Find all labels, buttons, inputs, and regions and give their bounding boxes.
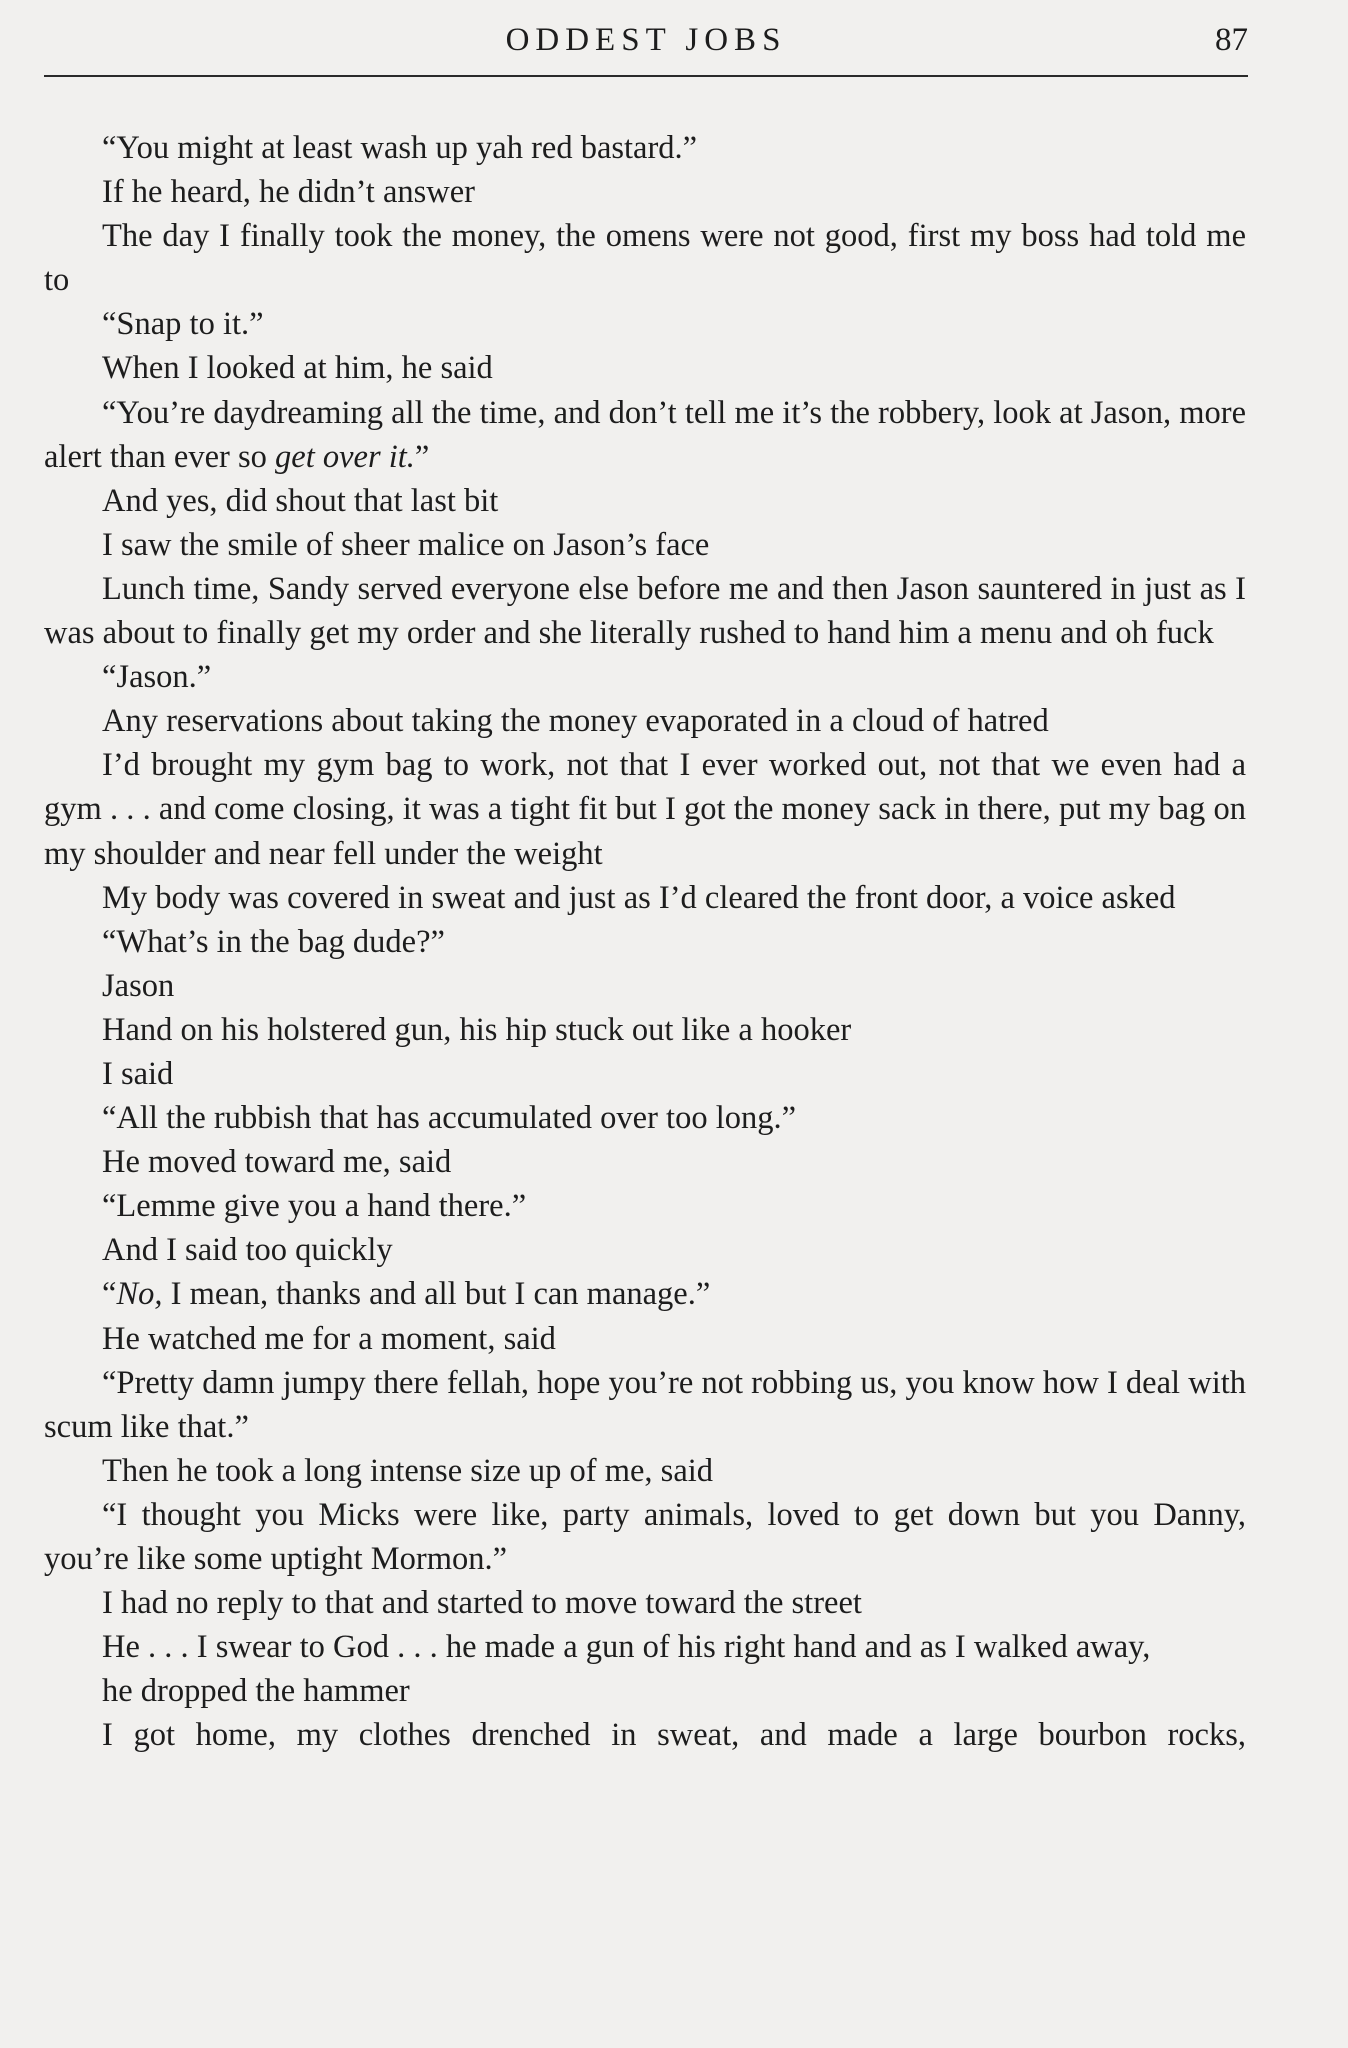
paragraph: And I said too quickly [102, 1232, 393, 1269]
paragraph: “Pretty damn jumpy there fellah, hope you’re not robbing us, you know how I deal with scum like that.” [44, 1364, 1246, 1445]
paragraph: Then he took a long intense size up of me, said [102, 1452, 714, 1489]
paragraph: “You might at least wash up yah red bastard.” [102, 130, 698, 166]
paragraph: Hand on his holstered gun, his hip stuck out like a hooker [102, 1011, 852, 1048]
paragraph: I said [102, 1055, 174, 1092]
paragraph: When I looked at him, he said [102, 350, 493, 387]
paragraph: My body was covered in sweat and just as I’d cleared the front door, a voice asked [102, 879, 1176, 916]
paragraph [44, 1272, 1246, 1316]
paragraph-text: “You’re daydreaming all the time, and don’t tell me it’s the robbery, look at Jason, more alert than ever so [44, 394, 1246, 475]
paragraph-text: ” [414, 438, 430, 475]
paragraph: “Jason.” [102, 659, 212, 696]
paragraph: The day I finally took the money, the omens were not good, first my boss had told me to [44, 218, 1246, 299]
page-number: 87 [1215, 22, 1248, 58]
paragraph: Lunch time, Sandy served everyone else before me and then Jason sauntered in just as I was about to finally get my order and she literally rushed to hand him a menu and oh fuck [44, 570, 1246, 652]
paragraph: If he heard, he didn’t answer [102, 174, 476, 211]
body-text [44, 126, 1246, 1757]
paragraph: He . . . I swear to God . . . he made a gun of his right hand and as I walked away, [102, 1629, 1151, 1666]
paragraph: I’d brought my gym bag to work, not that I ever worked out, not that we even had a gym . . . and come closing, it was a tight fit but I got the money sack in there, put my bag on my shoulder and near fell under the weight [44, 747, 1246, 872]
paragraph: he dropped the hammer [102, 1673, 410, 1710]
paragraph: Jason [102, 967, 175, 1004]
paragraph-text: I mean, thanks and all but I can manage.” [162, 1276, 711, 1313]
header-rule [44, 75, 1248, 77]
paragraph: “Snap to it.” [102, 306, 264, 343]
paragraph: I saw the smile of sheer malice on Jason’s face [102, 526, 710, 563]
paragraph: I had no reply to that and started to move toward the street [102, 1585, 862, 1622]
emphasis-text: get over it. [275, 438, 415, 475]
paragraph: “All the rubbish that has accumulated over too long.” [102, 1100, 797, 1137]
paragraph: Any reservations about taking the money evaporated in a cloud of hatred [102, 703, 1049, 740]
emphasis-text: No, [116, 1276, 163, 1313]
running-title: ODDEST JOBS [505, 22, 787, 58]
paragraph: “Lemme give you a hand there.” [102, 1188, 527, 1225]
paragraph: I got home, my clothes drenched in sweat, and made a large bourbon rocks, [102, 1717, 1246, 1754]
paragraph: “I thought you Micks were like, party animals, loved to get down but you Danny, you’re like some uptight Mormon.” [44, 1496, 1246, 1577]
paragraph: And yes, did shout that last bit [102, 482, 499, 519]
paragraph [44, 391, 1246, 479]
paragraph: He watched me for a moment, said [102, 1320, 556, 1357]
paragraph: “What’s in the bag dude?” [102, 923, 445, 960]
paragraph-text: “ [102, 1276, 117, 1313]
running-head [44, 18, 1248, 78]
paragraph: He moved toward me, said [102, 1144, 452, 1181]
